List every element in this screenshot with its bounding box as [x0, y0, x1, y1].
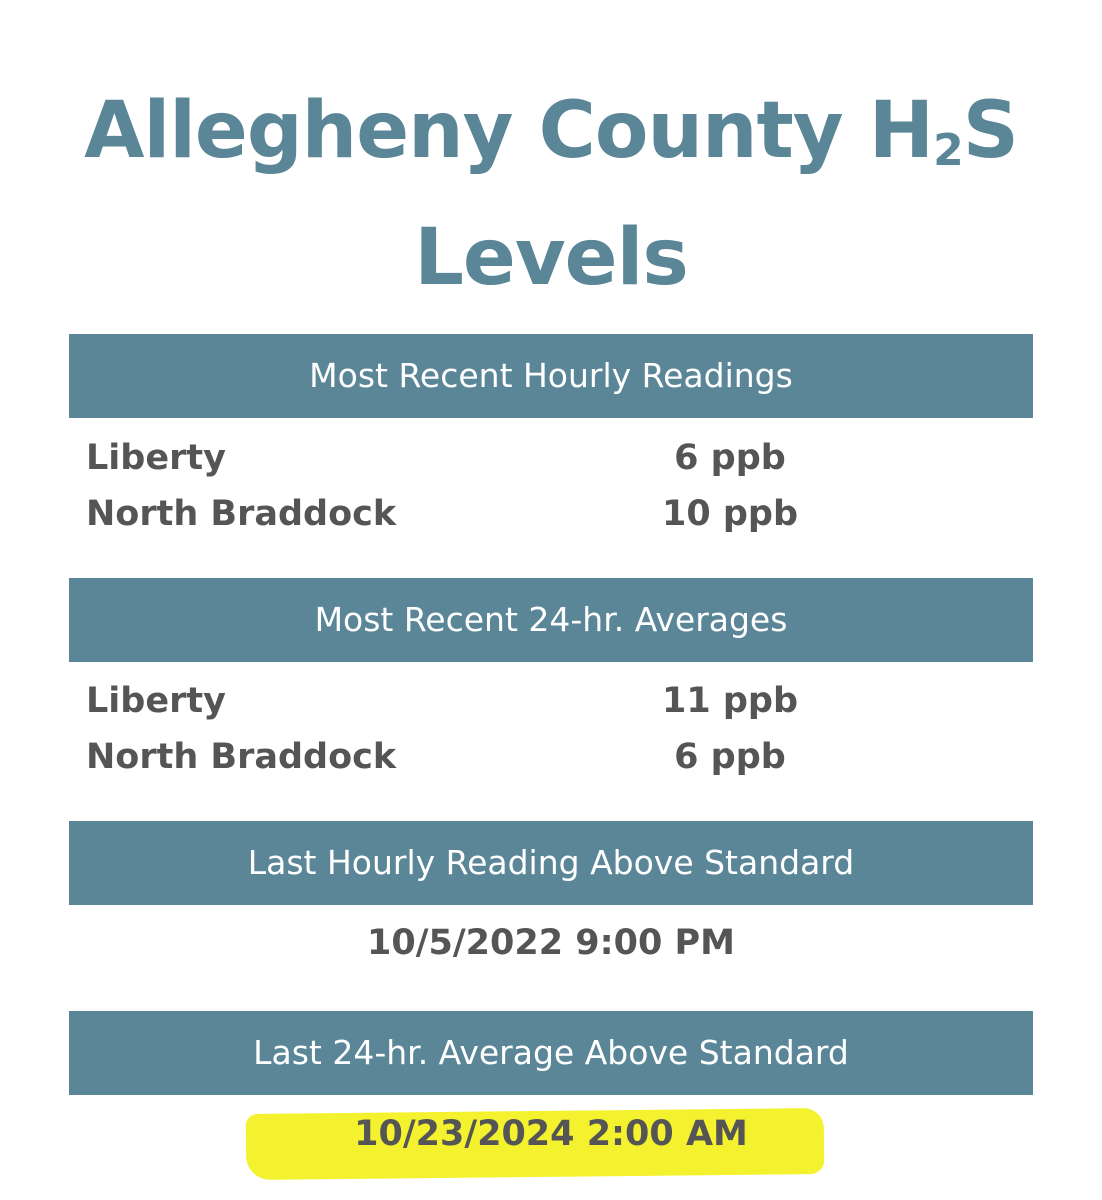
- station-label-north-braddock-hourly: North Braddock: [86, 494, 397, 534]
- last-daily-date: 10/23/2024 2:00 AM: [354, 1114, 748, 1154]
- station-value-liberty-hourly: 6 ppb: [674, 438, 786, 478]
- title-subscript: 2: [933, 125, 963, 176]
- section-header-hourly: Most Recent Hourly Readings: [69, 334, 1033, 418]
- title-text: Allegheny County H: [84, 86, 934, 176]
- section-header-last-hourly: Last Hourly Reading Above Standard: [69, 821, 1033, 905]
- section-header-daily: Most Recent 24-hr. Averages: [69, 578, 1033, 662]
- title-text-end: S: [962, 86, 1018, 176]
- station-label-north-braddock-daily: North Braddock: [86, 737, 397, 777]
- station-label-liberty-hourly: Liberty: [86, 438, 226, 478]
- last-hourly-date: 10/5/2022 9:00 PM: [367, 923, 735, 963]
- station-value-north-braddock-daily: 6 ppb: [674, 737, 786, 777]
- station-value-liberty-daily: 11 ppb: [661, 681, 799, 721]
- section-header-last-daily: Last 24-hr. Average Above Standard: [69, 1011, 1033, 1095]
- station-label-liberty-daily: Liberty: [86, 681, 226, 721]
- station-value-north-braddock-hourly: 10 ppb: [661, 494, 799, 534]
- page-title-line-1: [0, 71, 1102, 191]
- page-title-line-2: Levels: [414, 213, 688, 303]
